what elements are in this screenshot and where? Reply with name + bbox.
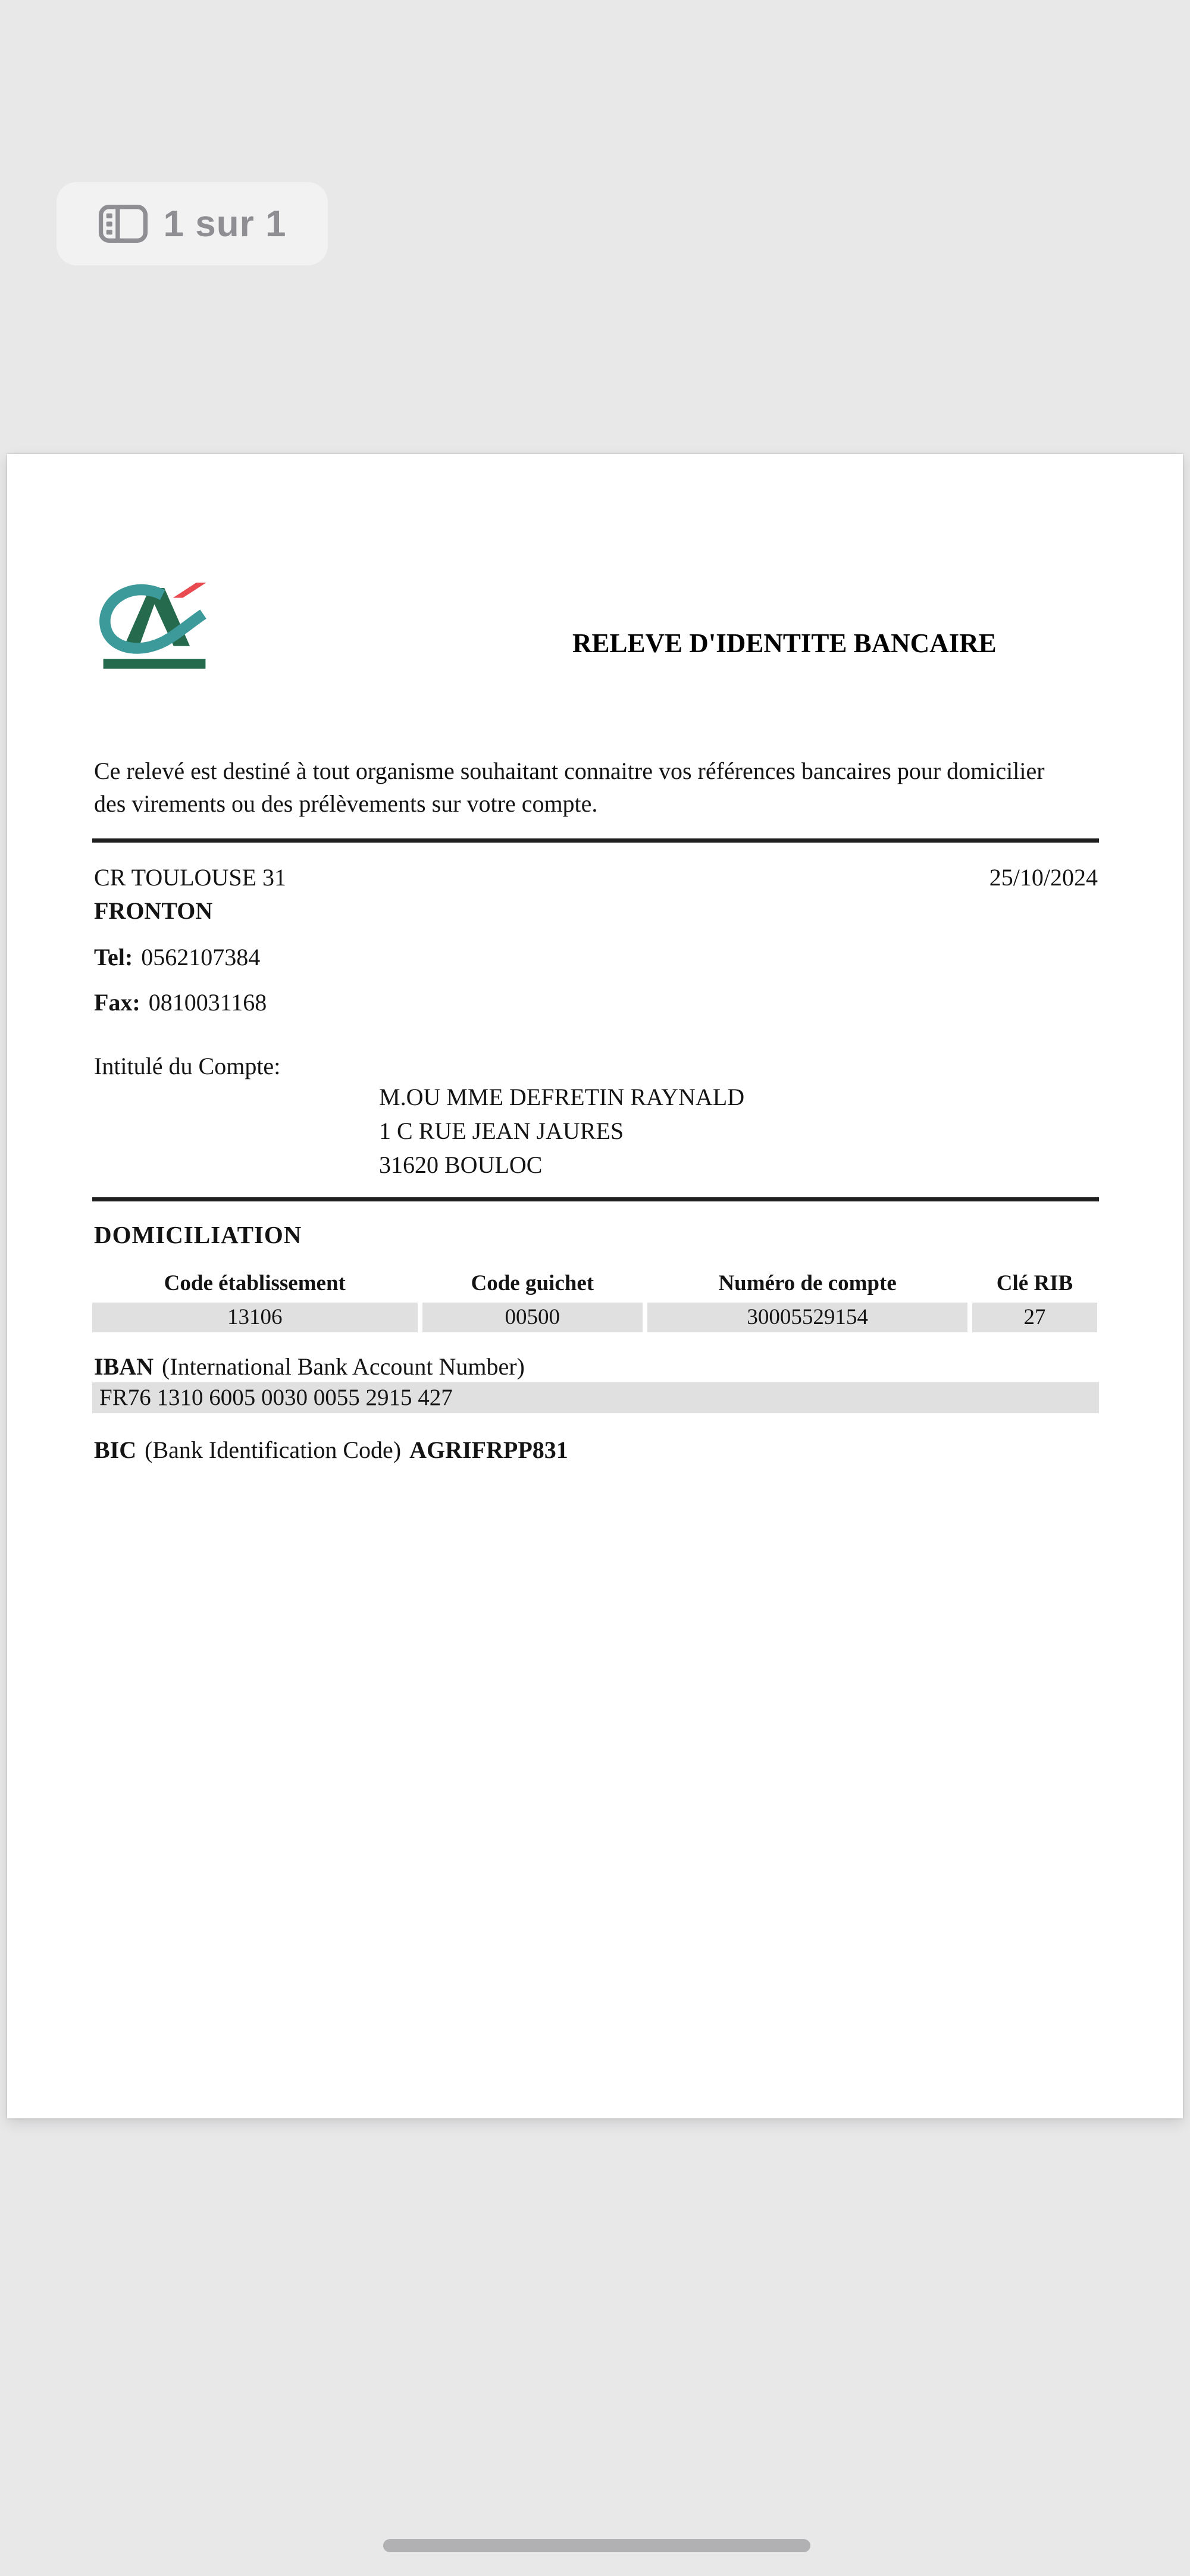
branch-name: CR TOULOUSE 31 [94, 864, 287, 891]
document-date: 25/10/2024 [989, 864, 1098, 891]
account-title-label: Intitulé du Compte: [94, 1053, 281, 1079]
branch-row [94, 863, 1098, 891]
branch-city: FRONTON [94, 897, 213, 924]
fax-line [94, 988, 267, 1016]
value-code-guichet: 00500 [422, 1303, 643, 1332]
iban-label-note: (International Bank Account Number) [162, 1353, 525, 1380]
iban-value: FR76 1310 6005 0030 0055 2915 427 [92, 1382, 1099, 1413]
document-title: RELEVE D'IDENTITE BANCAIRE [572, 628, 997, 658]
rib-table-value-row [92, 1303, 1099, 1332]
sidebar-thumbnails-icon [98, 204, 148, 244]
divider-rule-top [92, 838, 1099, 843]
divider-rule-domiciliation [92, 1197, 1099, 1201]
account-holder-address2: 31620 BOULOC [379, 1151, 543, 1178]
account-holder-block [379, 1080, 744, 1182]
bic-label: BIC [94, 1436, 137, 1463]
page-indicator-pill[interactable] [57, 182, 328, 265]
domiciliation-heading: DOMICILIATION [94, 1221, 302, 1248]
iban-label: IBAN [94, 1353, 154, 1380]
intro-paragraph: Ce relevé est destiné à tout organisme souhaitant connaitre vos références bancaires pour domicilier des virements ou des prélèvements sur votre compte. [94, 758, 1045, 817]
col-header-cle-rib: Clé RIB [996, 1271, 1073, 1295]
tel-line [94, 943, 260, 971]
account-holder-address1: 1 C RUE JEAN JAURES [379, 1118, 624, 1144]
value-numero-compte: 30005529154 [647, 1303, 967, 1332]
fax-value: 0810031168 [148, 989, 267, 1016]
col-header-code-guichet: Code guichet [471, 1271, 594, 1295]
credit-agricole-logo [94, 581, 216, 671]
value-code-etablissement: 13106 [92, 1303, 418, 1332]
pdf-page [7, 454, 1183, 2118]
iban-label-line [94, 1353, 525, 1381]
fax-label: Fax: [94, 989, 140, 1016]
tel-label: Tel: [94, 944, 133, 971]
col-header-code-etablissement: Code établissement [164, 1271, 346, 1295]
bic-value: AGRIFRPP831 [409, 1436, 568, 1463]
bic-line [94, 1436, 568, 1464]
bic-label-note: (Bank Identification Code) [145, 1436, 402, 1463]
col-header-numero-compte: Numéro de compte [718, 1271, 897, 1295]
page-indicator-label: 1 sur 1 [163, 203, 287, 245]
account-holder-name: M.OU MME DEFRETIN RAYNALD [379, 1084, 745, 1110]
rib-table-header-row [92, 1270, 1099, 1296]
value-cle-rib: 27 [972, 1303, 1097, 1332]
home-indicator[interactable] [383, 2539, 810, 2552]
tel-value: 0562107384 [141, 944, 261, 971]
